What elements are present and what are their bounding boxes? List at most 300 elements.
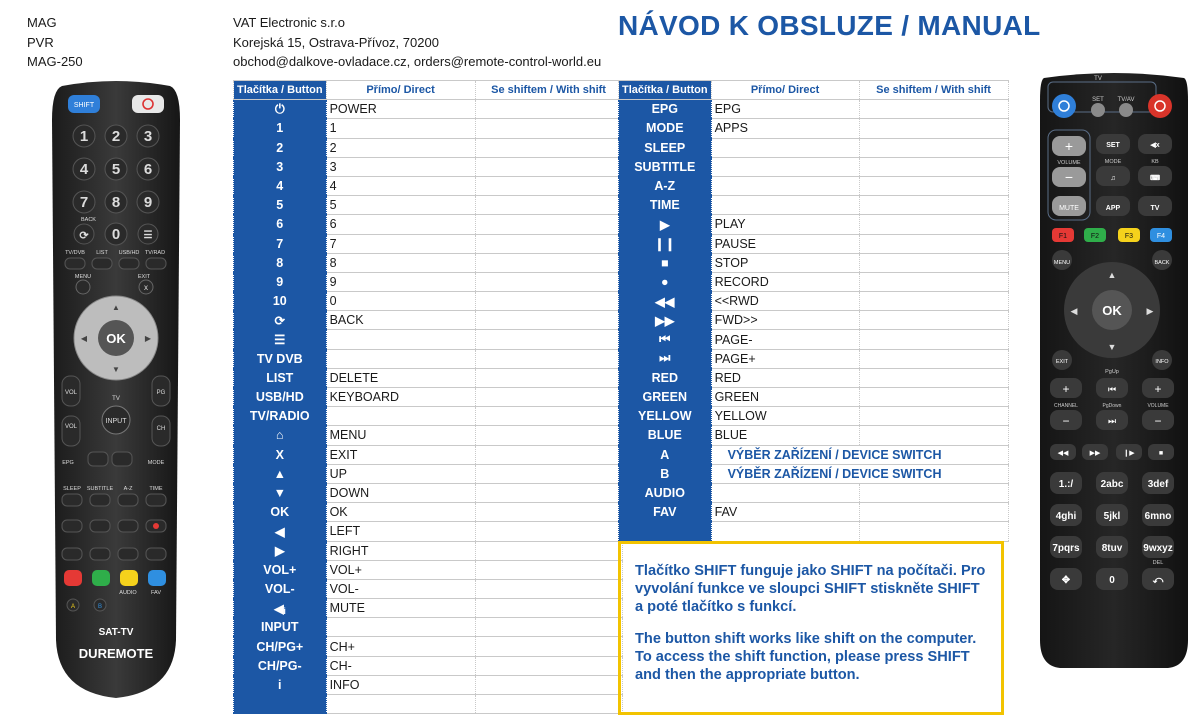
table-row — [619, 368, 1009, 387]
svg-text:OK: OK — [1102, 303, 1122, 318]
direct-function-cell: RECORD — [711, 272, 859, 291]
direct-function-cell — [711, 196, 859, 215]
svg-text:INPUT: INPUT — [105, 418, 127, 425]
svg-text:VOL: VOL — [64, 424, 78, 430]
svg-text:TIME: TIME — [149, 486, 163, 492]
svg-text:⤺: ⤺ — [1152, 575, 1164, 586]
button-key-cell: ◀ᵢ — [234, 599, 327, 618]
svg-text:F1: F1 — [1058, 233, 1068, 240]
svg-text:−: − — [1062, 414, 1070, 428]
button-key-cell: MODE — [619, 119, 712, 138]
button-key-cell: i — [234, 675, 327, 694]
svg-text:☰: ☰ — [143, 230, 153, 241]
shift-label: SHIFT — [73, 102, 95, 109]
button-key-cell: A-Z — [619, 176, 712, 195]
table-row — [234, 368, 623, 387]
button-key-cell: BLUE — [619, 426, 712, 445]
direct-function-cell: DOWN — [326, 483, 475, 502]
svg-text:2: 2 — [111, 128, 121, 145]
svg-text:5jkl: 5jkl — [1103, 511, 1121, 522]
button-key-cell: VOL+ — [234, 560, 327, 579]
table-row — [619, 119, 1009, 138]
shift-function-cell — [475, 541, 622, 560]
svg-text:MODE: MODE — [147, 460, 165, 466]
shift-function-cell — [475, 579, 622, 598]
table-row — [234, 388, 623, 407]
shift-function-cell — [475, 522, 622, 541]
shift-function-cell — [475, 215, 622, 234]
svg-text:DEL: DEL — [1152, 560, 1164, 566]
shift-function-cell — [475, 234, 622, 253]
svg-text:AUDIO: AUDIO — [119, 590, 137, 596]
svg-text:x: x — [144, 283, 148, 292]
shift-function-cell — [859, 157, 1008, 176]
svg-text:MENU: MENU — [74, 274, 92, 280]
button-key-cell: USB/HD — [234, 388, 327, 407]
svg-text:▶: ▶ — [1146, 306, 1154, 316]
button-key-cell: TV DVB — [234, 349, 327, 368]
col-button-header: Tlačítka / Button — [619, 81, 712, 100]
table-row — [619, 176, 1009, 195]
model-line: MAG — [27, 15, 57, 30]
table-row — [619, 292, 1009, 311]
svg-text:4ghi: 4ghi — [1055, 511, 1077, 522]
button-key-cell: 1 — [234, 119, 327, 138]
button-key-cell: 7 — [234, 234, 327, 253]
button-key-cell: ■ — [619, 253, 712, 272]
button-key-cell: 10 — [234, 292, 327, 311]
button-key-cell: INPUT — [234, 618, 327, 637]
svg-text:8tuv: 8tuv — [1101, 543, 1123, 554]
table-row — [234, 445, 623, 464]
svg-text:+: + — [1062, 382, 1070, 396]
svg-text:INFO: INFO — [1155, 359, 1169, 365]
svg-text:SAT-TV: SAT-TV — [98, 627, 134, 638]
svg-text:PgDown: PgDown — [1102, 403, 1122, 409]
table-row — [234, 464, 623, 483]
direct-function-cell: 1 — [326, 119, 475, 138]
table-row — [234, 292, 623, 311]
direct-function-cell: PAGE+ — [711, 349, 859, 368]
svg-text:BACK: BACK — [1154, 260, 1170, 266]
direct-function-cell: VÝBĚR ZAŘÍZENÍ / DEVICE SWITCH — [711, 464, 1008, 483]
svg-text:+: + — [1154, 382, 1162, 396]
svg-text:TV/AV: TV/AV — [1117, 97, 1135, 103]
table-row — [619, 311, 1009, 330]
direct-function-cell — [326, 407, 475, 426]
svg-text:⌨: ⌨ — [1149, 175, 1161, 182]
shift-function-cell — [475, 637, 622, 656]
direct-function-cell: CH+ — [326, 637, 475, 656]
svg-text:0: 0 — [1109, 575, 1115, 586]
direct-function-cell: RIGHT — [326, 541, 475, 560]
svg-text:EXIT: EXIT — [1055, 359, 1069, 365]
shift-function-cell — [859, 176, 1008, 195]
shift-function-cell — [475, 292, 622, 311]
button-key-cell: AUDIO — [619, 483, 712, 502]
button-key-cell: SUBTITLE — [619, 157, 712, 176]
direct-function-cell: UP — [326, 464, 475, 483]
svg-text:6: 6 — [143, 161, 153, 178]
shift-function-cell — [859, 292, 1008, 311]
svg-text:3def: 3def — [1147, 479, 1169, 490]
button-key-cell: ▶ — [234, 541, 327, 560]
shift-function-cell — [859, 138, 1008, 157]
svg-text:9: 9 — [143, 194, 153, 211]
table-row — [234, 349, 623, 368]
svg-text:1.:/: 1.:/ — [1058, 479, 1074, 490]
direct-function-cell — [711, 157, 859, 176]
svg-text:VOL: VOL — [64, 390, 78, 396]
button-key-cell — [234, 695, 327, 714]
shift-function-cell — [475, 272, 622, 291]
shift-function-cell — [475, 157, 622, 176]
svg-text:F4: F4 — [1156, 233, 1166, 240]
svg-text:BACK: BACK — [81, 217, 96, 223]
svg-text:◀: ◀ — [80, 334, 88, 343]
direct-function-cell: <<RWD — [711, 292, 859, 311]
svg-text:TV/DVB: TV/DVB — [65, 250, 85, 256]
table-row — [619, 138, 1009, 157]
svg-text:VOLUME: VOLUME — [1057, 160, 1081, 166]
button-key-cell: RED — [619, 368, 712, 387]
table-row — [619, 407, 1009, 426]
shift-note-cz: Tlačítko SHIFT funguje jako SHIFT na počítači. Pro vyvolání funkce ve sloupci SHIFT stiskněte SHIFT a poté tlačítko s funkcí. — [635, 563, 986, 615]
direct-function-cell: FAV — [711, 503, 859, 522]
table-row — [234, 675, 623, 694]
direct-function-cell: FWD>> — [711, 311, 859, 330]
shift-function-cell — [859, 311, 1008, 330]
model-line: PVR — [27, 34, 54, 50]
shift-function-cell — [475, 349, 622, 368]
svg-text:−: − — [1064, 169, 1074, 185]
shift-function-cell — [475, 560, 622, 579]
col-direct-header: Přímo/ Direct — [326, 81, 475, 100]
shift-function-cell — [859, 330, 1008, 349]
svg-text:SUBTITLE: SUBTITLE — [86, 486, 114, 492]
direct-function-cell: PAGE- — [711, 330, 859, 349]
shift-function-cell — [859, 100, 1008, 119]
direct-function-cell: BLUE — [711, 426, 859, 445]
table-row — [619, 253, 1009, 272]
button-key-cell — [619, 522, 712, 541]
page-title: NÁVOD K OBSLUZE / MANUAL — [618, 10, 1041, 41]
table-row — [619, 157, 1009, 176]
shift-function-cell — [859, 119, 1008, 138]
shift-note — [618, 541, 1004, 715]
button-key-cell: EPG — [619, 100, 712, 119]
shift-function-cell — [475, 503, 622, 522]
button-key-cell: 4 — [234, 176, 327, 195]
shift-function-cell — [859, 349, 1008, 368]
table-row — [234, 503, 623, 522]
shift-function-cell — [475, 426, 622, 445]
svg-text:A-Z: A-Z — [123, 486, 133, 492]
svg-text:5: 5 — [111, 161, 121, 178]
table-row — [234, 157, 623, 176]
svg-text:■: ■ — [1158, 450, 1164, 457]
company-address: Korejská 15, Ostrava-Přívoz, 70200 — [233, 34, 439, 50]
shift-function-cell — [475, 675, 622, 694]
button-key-cell: ⏮ — [619, 330, 712, 349]
direct-function-cell: VÝBĚR ZAŘÍZENÍ / DEVICE SWITCH — [711, 445, 1008, 464]
table-row — [234, 119, 623, 138]
table-row — [619, 426, 1009, 445]
button-table-left — [233, 80, 623, 714]
svg-text:0: 0 — [111, 226, 121, 243]
table-row — [234, 560, 623, 579]
button-key-cell: A — [619, 445, 712, 464]
svg-text:KB: KB — [1151, 159, 1159, 165]
table-row — [619, 503, 1009, 522]
direct-function-cell: MUTE — [326, 599, 475, 618]
shift-function-cell — [859, 272, 1008, 291]
button-key-cell: CH/PG+ — [234, 637, 327, 656]
shift-function-cell — [475, 253, 622, 272]
button-key-cell: ◀ — [234, 522, 327, 541]
table-row — [234, 100, 623, 119]
shift-function-cell — [475, 119, 622, 138]
svg-text:4: 4 — [79, 161, 89, 178]
svg-text:7pqrs: 7pqrs — [1052, 543, 1080, 554]
svg-text:MENU: MENU — [1053, 260, 1071, 266]
shift-function-cell — [475, 196, 622, 215]
direct-function-cell: KEYBOARD — [326, 388, 475, 407]
button-key-cell: ⟳ — [234, 311, 327, 330]
button-key-cell: LIST — [234, 368, 327, 387]
svg-text:▶▶: ▶▶ — [1089, 450, 1101, 457]
button-key-cell: ◀◀ — [619, 292, 712, 311]
button-key-cell: 9 — [234, 272, 327, 291]
button-key-cell: 5 — [234, 196, 327, 215]
company-info — [233, 13, 601, 72]
button-key-cell: 3 — [234, 157, 327, 176]
col-shift-header: Se shiftem / With shift — [859, 81, 1008, 100]
shift-function-cell — [859, 426, 1008, 445]
col-button-header: Tlačítka / Button — [234, 81, 327, 100]
table-row — [234, 330, 623, 349]
button-key-cell: ▼ — [234, 483, 327, 502]
direct-function-cell — [711, 522, 859, 541]
direct-function-cell: 8 — [326, 253, 475, 272]
svg-text:MUTE: MUTE — [1059, 205, 1079, 212]
shift-function-cell — [859, 503, 1008, 522]
direct-function-cell — [326, 349, 475, 368]
shift-function-cell — [475, 656, 622, 675]
direct-function-cell: PAUSE — [711, 234, 859, 253]
svg-text:◀: ◀ — [1070, 306, 1078, 316]
svg-text:▼: ▼ — [112, 365, 120, 374]
table-row — [619, 196, 1009, 215]
table-row — [234, 522, 623, 541]
button-key-cell: YELLOW — [619, 407, 712, 426]
direct-function-cell — [711, 176, 859, 195]
svg-text:CH: CH — [156, 426, 166, 432]
table-row — [234, 426, 623, 445]
button-key-cell: ▶▶ — [619, 311, 712, 330]
svg-text:FAV: FAV — [151, 590, 161, 596]
direct-function-cell: LEFT — [326, 522, 475, 541]
button-key-cell: TIME — [619, 196, 712, 215]
shift-function-cell — [475, 445, 622, 464]
button-key-cell: ⌂ — [234, 426, 327, 445]
svg-text:OK: OK — [106, 331, 126, 346]
shift-function-cell — [475, 100, 622, 119]
model-line: MAG-250 — [27, 54, 83, 69]
table-row — [234, 253, 623, 272]
direct-function-cell: EXIT — [326, 445, 475, 464]
shift-function-cell — [475, 138, 622, 157]
button-key-cell: ▲ — [234, 464, 327, 483]
shift-function-cell — [859, 234, 1008, 253]
table-row — [234, 579, 623, 598]
direct-function-cell: 2 — [326, 138, 475, 157]
table-row — [234, 176, 623, 195]
direct-function-cell: DELETE — [326, 368, 475, 387]
direct-function-cell: EPG — [711, 100, 859, 119]
direct-function-cell: YELLOW — [711, 407, 859, 426]
direct-function-cell: 6 — [326, 215, 475, 234]
svg-text:SET: SET — [1092, 97, 1104, 103]
svg-text:LIST: LIST — [96, 250, 108, 256]
table-row — [619, 234, 1009, 253]
svg-text:SET: SET — [1106, 142, 1120, 149]
shift-function-cell — [859, 196, 1008, 215]
table-row — [234, 138, 623, 157]
svg-text:◀x: ◀x — [1150, 142, 1160, 149]
svg-text:−: − — [1154, 414, 1162, 428]
shift-function-cell — [475, 176, 622, 195]
direct-function-cell: OK — [326, 503, 475, 522]
svg-text:DUREMOTE: DUREMOTE — [78, 646, 154, 661]
shift-function-cell — [475, 388, 622, 407]
svg-text:TV: TV — [1094, 76, 1102, 82]
col-shift-header: Se shiftem / With shift — [475, 81, 622, 100]
shift-function-cell — [475, 330, 622, 349]
table-row — [234, 272, 623, 291]
direct-function-cell: STOP — [711, 253, 859, 272]
direct-function-cell: GREEN — [711, 388, 859, 407]
shift-function-cell — [859, 368, 1008, 387]
table-row — [619, 272, 1009, 291]
svg-text:▲: ▲ — [112, 303, 120, 312]
svg-text:⏭: ⏭ — [1107, 416, 1117, 426]
table-row — [234, 541, 623, 560]
direct-function-cell: 5 — [326, 196, 475, 215]
svg-text:⟳: ⟳ — [79, 230, 89, 242]
svg-text:✥: ✥ — [1061, 575, 1071, 586]
direct-function-cell: 7 — [326, 234, 475, 253]
svg-text:8: 8 — [111, 194, 121, 211]
table-row — [234, 637, 623, 656]
shift-function-cell — [475, 599, 622, 618]
button-key-cell: 8 — [234, 253, 327, 272]
shift-function-cell — [859, 215, 1008, 234]
button-key-cell: ☰ — [234, 330, 327, 349]
direct-function-cell: PLAY — [711, 215, 859, 234]
svg-text:♫: ♫ — [1110, 175, 1116, 182]
table-row — [234, 234, 623, 253]
svg-text:9wxyz: 9wxyz — [1143, 543, 1173, 554]
svg-text:EXIT: EXIT — [137, 274, 151, 280]
svg-text:7: 7 — [79, 194, 89, 211]
svg-text:F3: F3 — [1124, 233, 1134, 240]
svg-text:6mno: 6mno — [1144, 511, 1172, 522]
button-key-cell: VOL- — [234, 579, 327, 598]
button-key-cell: GREEN — [619, 388, 712, 407]
table-row — [234, 695, 623, 714]
col-direct-header: Přímo/ Direct — [711, 81, 859, 100]
direct-function-cell: 0 — [326, 292, 475, 311]
direct-function-cell — [711, 483, 859, 502]
table-row — [619, 215, 1009, 234]
svg-text:PG: PG — [156, 390, 166, 396]
shift-function-cell — [475, 368, 622, 387]
svg-text:▼: ▼ — [1107, 342, 1117, 352]
shift-note-en: The button shift works like shift on the computer. To access the shift function, please press SHIFT and then the appropriate button. — [635, 631, 977, 683]
shift-function-cell — [859, 253, 1008, 272]
button-key-cell: ⏻ — [234, 100, 327, 119]
svg-text:1: 1 — [79, 128, 89, 145]
svg-text:▶: ▶ — [144, 334, 152, 343]
svg-text:◀◀: ◀◀ — [1057, 450, 1069, 457]
direct-function-cell: 9 — [326, 272, 475, 291]
button-key-cell: X — [234, 445, 327, 464]
company-name: VAT Electronic s.r.o — [233, 15, 345, 30]
button-key-cell: OK — [234, 503, 327, 522]
svg-text:CHANNEL: CHANNEL — [1054, 403, 1078, 409]
shift-function-cell — [475, 311, 622, 330]
table-row — [234, 483, 623, 502]
button-key-cell: ⏭ — [619, 349, 712, 368]
direct-function-cell — [326, 330, 475, 349]
table-row — [619, 483, 1009, 502]
company-emails: obchod@dalkove-ovladace.cz, orders@remote-control-world.eu — [233, 54, 602, 69]
svg-text:MODE: MODE — [1104, 159, 1122, 165]
button-key-cell: ● — [619, 272, 712, 291]
table-row — [234, 215, 623, 234]
table-row — [619, 349, 1009, 368]
direct-function-cell — [326, 695, 475, 714]
table-row — [234, 599, 623, 618]
direct-function-cell: 3 — [326, 157, 475, 176]
shift-function-cell — [859, 522, 1008, 541]
table-row — [234, 311, 623, 330]
left-remote-image — [48, 80, 184, 702]
shift-function-cell — [475, 464, 622, 483]
button-key-cell: 2 — [234, 138, 327, 157]
button-key-cell: 6 — [234, 215, 327, 234]
svg-text:F2: F2 — [1090, 233, 1100, 240]
direct-function-cell: VOL+ — [326, 560, 475, 579]
table-row — [619, 100, 1009, 119]
button-key-cell: B — [619, 464, 712, 483]
svg-text:+: + — [1064, 138, 1074, 154]
svg-text:⏮: ⏮ — [1107, 384, 1117, 394]
svg-text:TV: TV — [1150, 205, 1160, 212]
button-key-cell: TV/RADIO — [234, 407, 327, 426]
direct-function-cell: BACK — [326, 311, 475, 330]
svg-text:SLEEP: SLEEP — [63, 486, 81, 492]
table-row — [619, 522, 1009, 541]
shift-function-cell — [475, 483, 622, 502]
direct-function-cell: CH- — [326, 656, 475, 675]
svg-text:2abc: 2abc — [1100, 479, 1124, 490]
direct-function-cell: MENU — [326, 426, 475, 445]
direct-function-cell: INFO — [326, 675, 475, 694]
table-row — [619, 388, 1009, 407]
svg-text:3: 3 — [143, 128, 153, 145]
